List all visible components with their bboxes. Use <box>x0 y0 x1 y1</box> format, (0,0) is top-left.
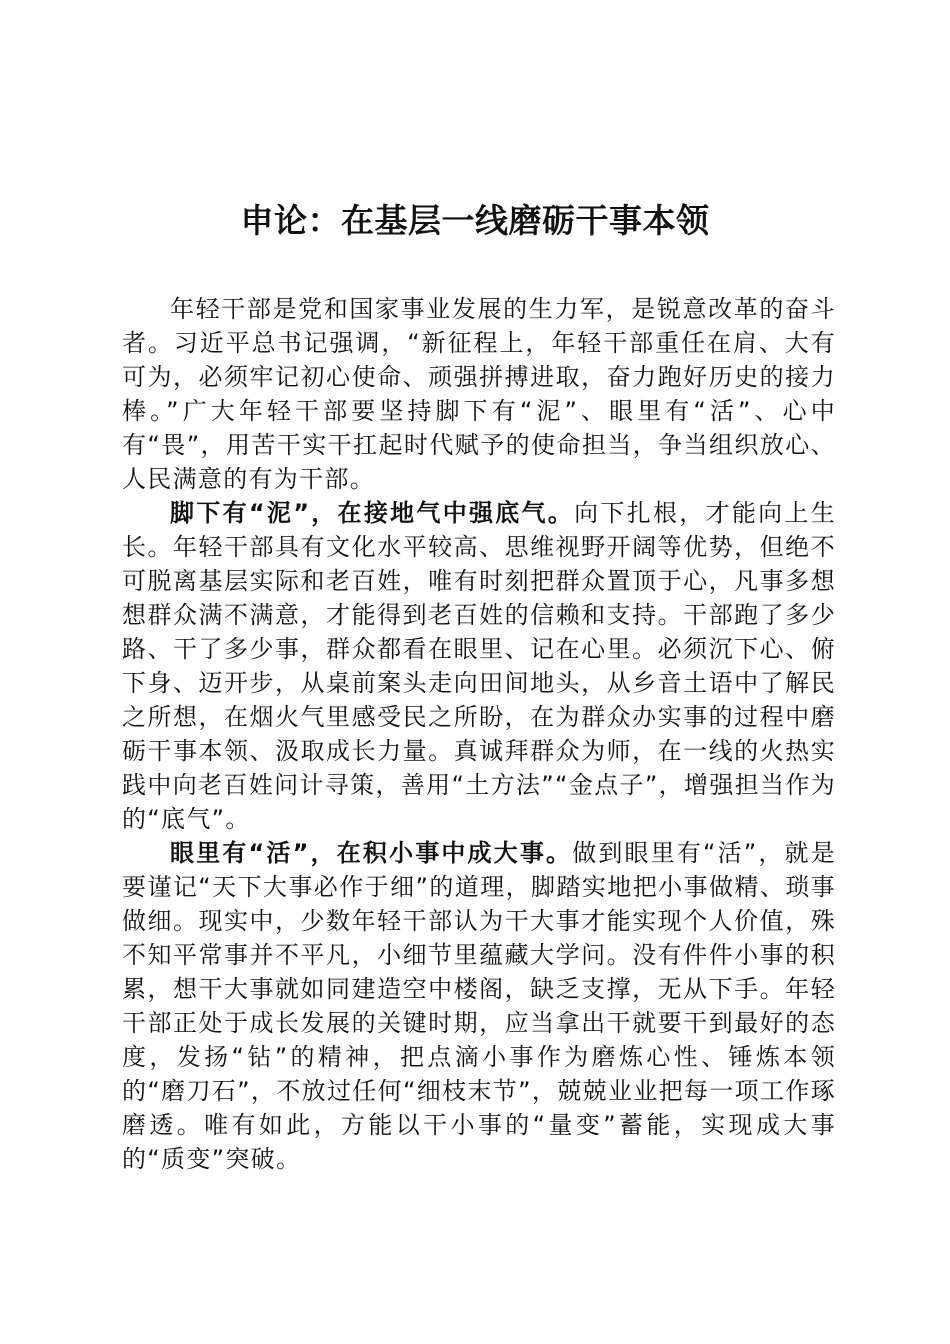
paragraph-lead-heading: 脚下有“泥”，在接地气中强底气。 <box>170 499 575 527</box>
paragraph-lead-heading: 眼里有“活”，在积小事中成大事。 <box>170 839 573 867</box>
paragraph-text: 年轻干部是党和国家事业发展的生力军，是锐意改革的奋斗者。习近平总书记强调，“新征程上，年轻干部重任在肩、大有可为，必须牢记初心使命、顽强拼搏进取，奋力跑好历史的接力棒。”广大年轻干部要坚持脚下有“泥”、眼里有“活”、心中有“畏”，用苦干实干扛起时代赋予的使命担当，争当组织放心、人民满意的有为干部。 <box>122 295 836 493</box>
paragraph-intro <box>122 292 836 496</box>
paragraph-eyes-on-work <box>122 836 836 1176</box>
paragraph-feet-on-ground <box>122 496 836 836</box>
paragraph-text: 向下扎根，才能向上生长。年轻干部具有文化水平较高、思维视野开阔等优势，但绝不可脱离基层实际和老百姓，唯有时刻把群众置顶于心，凡事多想想群众满不满意，才能得到老百姓的信赖和支持。干部跑了多少路、干了多少事，群众都看在眼里、记在心里。必须沉下心、俯下身、迈开步，从桌前案头走向田间地头，从乡音土语中了解民之所想，在烟火气里感受民之所盼，在为群众办实事的过程中磨砺干事本领、汲取成长力量。真诚拜群众为师，在一线的火热实践中向老百姓问计寻策，善用“土方法”“金点子”，增强担当作为的“底气”。 <box>122 499 836 833</box>
document-title: 申论：在基层一线磨砺干事本领 <box>240 201 710 240</box>
paragraph-text: 做到眼里有“活”，就是要谨记“天下大事必作于细”的道理，脚踏实地把小事做精、琐事做细。现实中，少数年轻干部认为干大事才能实现个人价值，殊不知平常事并不平凡，小细节里蕴藏大学问。没有件件小事的积累，想干大事就如同建造空中楼阁，缺乏支撑，无从下手。年轻干部正处于成长发展的关键时期，应当拿出干就要干到最好的态度，发扬“钻”的精神，把点滴小事作为磨炼心性、锤炼本领的“磨刀石”，不放过任何“细枝末节”，兢兢业业把每一项工作琢磨透。唯有如此，方能以干小事的“量变”蓄能，实现成大事的“质变”突破。 <box>122 839 836 1173</box>
document-body <box>122 292 836 1176</box>
